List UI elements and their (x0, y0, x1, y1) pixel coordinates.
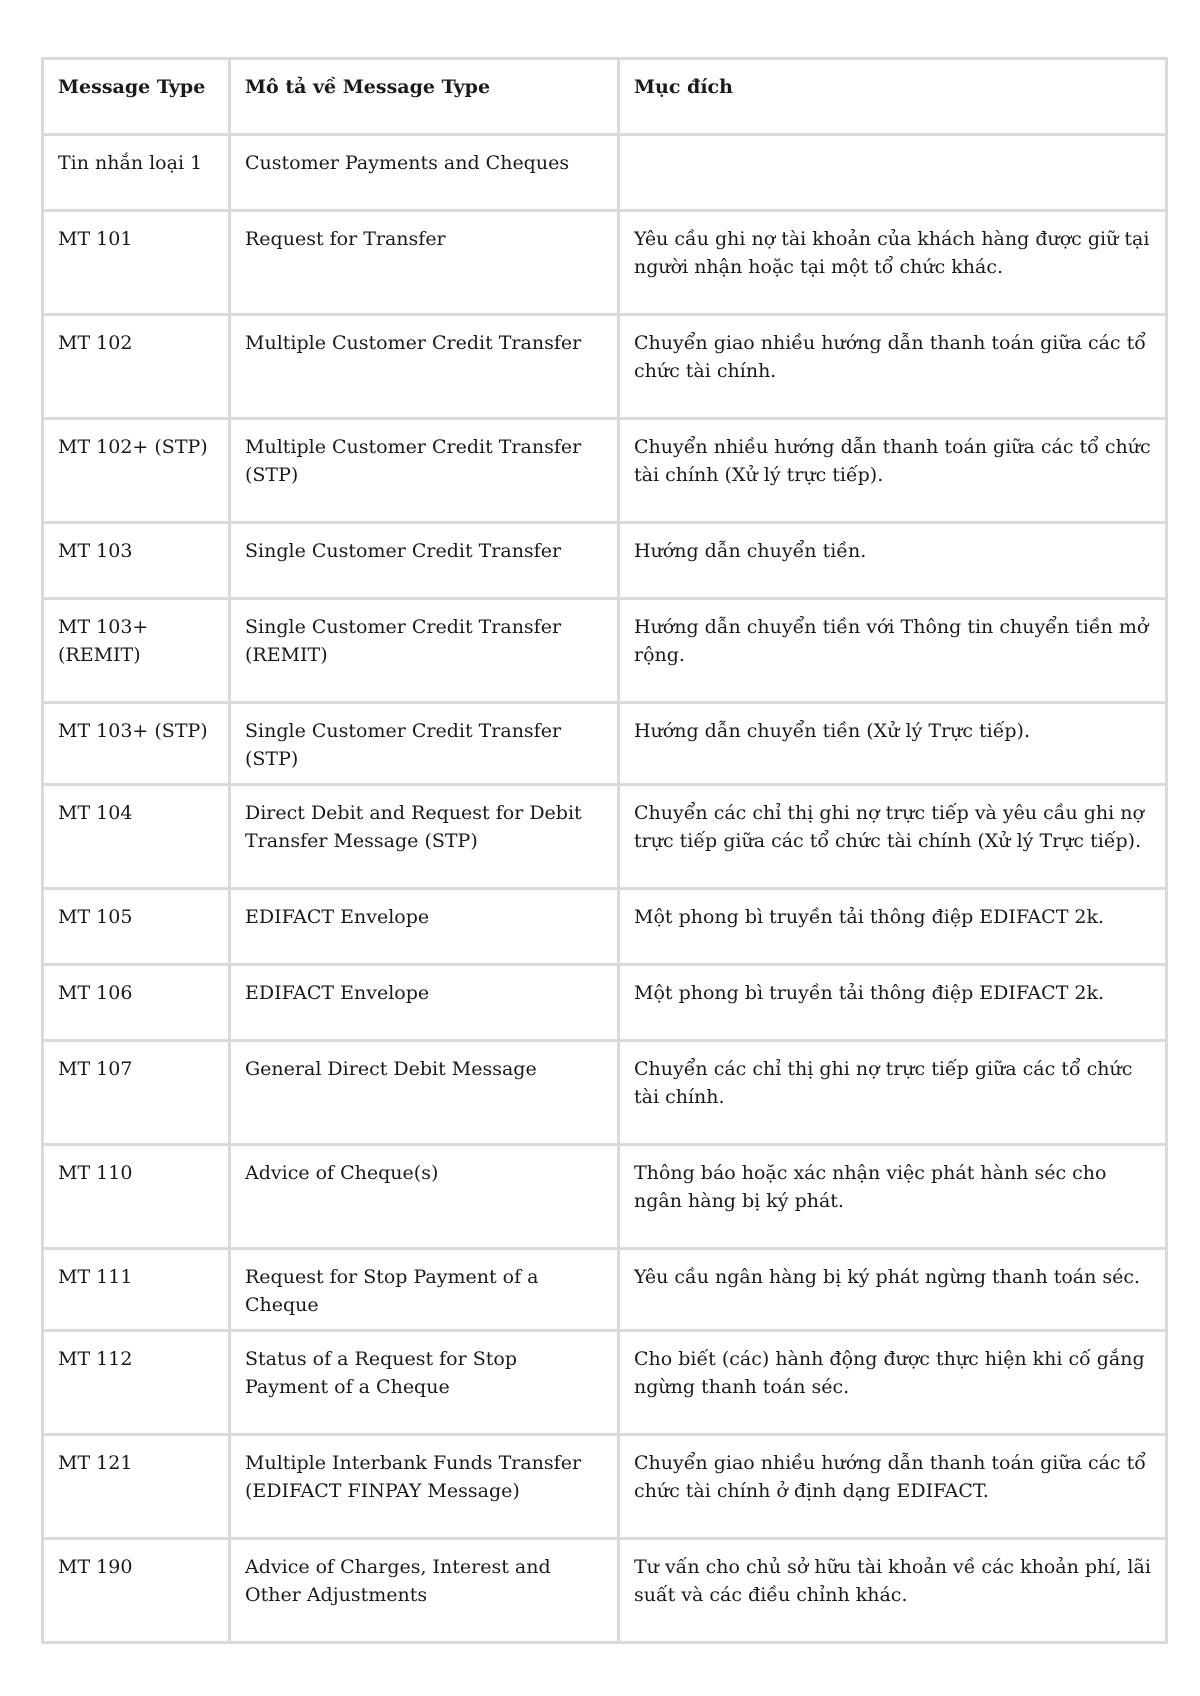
table-row (43, 965, 1167, 1041)
cell-purpose: Một phong bì truyền tải thông điệp EDIFACT 2k. (619, 889, 1167, 965)
cell-message-type: MT 105 (43, 889, 230, 965)
cell-message-type: MT 103+ (STP) (43, 703, 230, 785)
header-message-type: Message Type (43, 59, 230, 135)
cell-description: Status of a Request for Stop Payment of a Cheque (230, 1331, 619, 1435)
cell-description: Multiple Interbank Funds Transfer (EDIFACT FINPAY Message) (230, 1435, 619, 1539)
cell-purpose: Yêu cầu ghi nợ tài khoản của khách hàng được giữ tại người nhận hoặc tại một tổ chức khác. (619, 211, 1167, 315)
cell-description: Multiple Customer Credit Transfer (STP) (230, 419, 619, 523)
cell-purpose: Chuyển nhiều hướng dẫn thanh toán giữa các tổ chức tài chính (Xử lý trực tiếp). (619, 419, 1167, 523)
cell-description: Request for Transfer (230, 211, 619, 315)
cell-purpose: Tư vấn cho chủ sở hữu tài khoản về các khoản phí, lãi suất và các điều chỉnh khác. (619, 1539, 1167, 1643)
table-row (43, 1041, 1167, 1145)
table-row (43, 315, 1167, 419)
table-row (43, 419, 1167, 523)
cell-purpose: Hướng dẫn chuyển tiền. (619, 523, 1167, 599)
cell-message-type: MT 102+ (STP) (43, 419, 230, 523)
cell-description: Direct Debit and Request for Debit Transfer Message (STP) (230, 785, 619, 889)
table-row (43, 1539, 1167, 1643)
cell-description: Single Customer Credit Transfer (230, 523, 619, 599)
table-row (43, 1435, 1167, 1539)
cell-purpose: Hướng dẫn chuyển tiền với Thông tin chuyển tiền mở rộng. (619, 599, 1167, 703)
cell-message-type: MT 103+ (REMIT) (43, 599, 230, 703)
cell-message-type: MT 104 (43, 785, 230, 889)
table-row (43, 599, 1167, 703)
cell-message-type: MT 190 (43, 1539, 230, 1643)
header-purpose: Mục đích (619, 59, 1167, 135)
table-row (43, 1249, 1167, 1331)
cell-purpose (619, 135, 1167, 211)
cell-purpose: Cho biết (các) hành động được thực hiện khi cố gắng ngừng thanh toán séc. (619, 1331, 1167, 1435)
cell-purpose: Một phong bì truyền tải thông điệp EDIFACT 2k. (619, 965, 1167, 1041)
cell-purpose: Chuyển các chỉ thị ghi nợ trực tiếp giữa các tổ chức tài chính. (619, 1041, 1167, 1145)
table-row (43, 1145, 1167, 1249)
cell-message-type: MT 112 (43, 1331, 230, 1435)
cell-description: EDIFACT Envelope (230, 965, 619, 1041)
cell-description: EDIFACT Envelope (230, 889, 619, 965)
cell-purpose: Chuyển giao nhiều hướng dẫn thanh toán giữa các tổ chức tài chính. (619, 315, 1167, 419)
cell-purpose: Chuyển các chỉ thị ghi nợ trực tiếp và yêu cầu ghi nợ trực tiếp giữa các tổ chức tài chính (Xử lý Trực tiếp). (619, 785, 1167, 889)
cell-message-type: MT 121 (43, 1435, 230, 1539)
cell-description: Request for Stop Payment of a Cheque (230, 1249, 619, 1331)
table-row (43, 1331, 1167, 1435)
table-row (43, 135, 1167, 211)
cell-message-type: MT 101 (43, 211, 230, 315)
cell-description: Single Customer Credit Transfer (STP) (230, 703, 619, 785)
table-row (43, 211, 1167, 315)
cell-message-type: MT 103 (43, 523, 230, 599)
cell-message-type: Tin nhắn loại 1 (43, 135, 230, 211)
cell-message-type: MT 111 (43, 1249, 230, 1331)
cell-message-type: MT 106 (43, 965, 230, 1041)
header-description: Mô tả về Message Type (230, 59, 619, 135)
cell-purpose: Yêu cầu ngân hàng bị ký phát ngừng thanh toán séc. (619, 1249, 1167, 1331)
cell-description: Single Customer Credit Transfer (REMIT) (230, 599, 619, 703)
cell-description: Advice of Cheque(s) (230, 1145, 619, 1249)
cell-purpose: Thông báo hoặc xác nhận việc phát hành séc cho ngân hàng bị ký phát. (619, 1145, 1167, 1249)
table-row (43, 703, 1167, 785)
cell-message-type: MT 110 (43, 1145, 230, 1249)
table-row (43, 785, 1167, 889)
cell-description: General Direct Debit Message (230, 1041, 619, 1145)
cell-description: Multiple Customer Credit Transfer (230, 315, 619, 419)
table-row (43, 889, 1167, 965)
cell-message-type: MT 102 (43, 315, 230, 419)
table-header-row (43, 59, 1167, 135)
message-type-table (41, 57, 1168, 1644)
cell-purpose: Hướng dẫn chuyển tiền (Xử lý Trực tiếp). (619, 703, 1167, 785)
cell-description: Customer Payments and Cheques (230, 135, 619, 211)
cell-description: Advice of Charges, Interest and Other Adjustments (230, 1539, 619, 1643)
table-row (43, 523, 1167, 599)
cell-message-type: MT 107 (43, 1041, 230, 1145)
cell-purpose: Chuyển giao nhiều hướng dẫn thanh toán giữa các tổ chức tài chính ở định dạng EDIFACT. (619, 1435, 1167, 1539)
